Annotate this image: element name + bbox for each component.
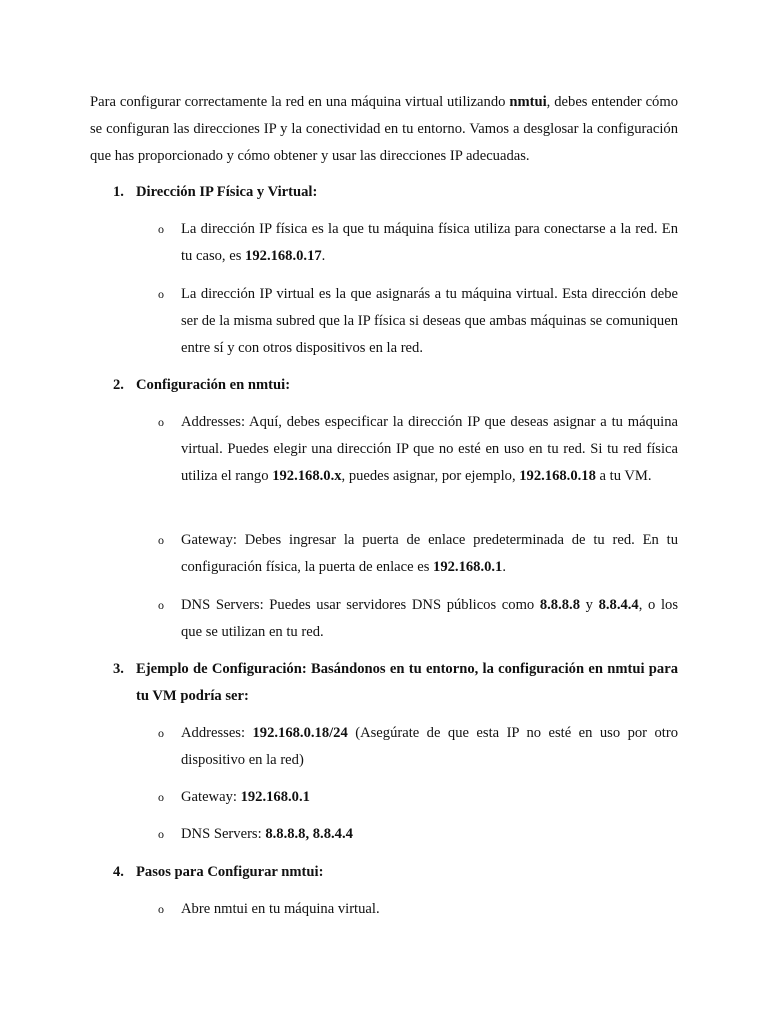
- list-item: o DNS Servers: 8.8.8.8, 8.8.4.4: [158, 821, 678, 848]
- list-item: o Addresses: Aquí, debes especificar la dirección IP que deseas asignar a tu máquina virtual. Puedes elegir una dirección IP que no esté en uso en tu red. Si tu red física utiliza el rango 192.168.0.x, puedes asignar, por ejemplo, 192.168.0.18 a tu VM.: [158, 409, 678, 490]
- list-item: o DNS Servers: Puedes usar servidores DNS públicos como 8.8.8.8 y 8.8.4.4, o los que se utilizan en tu red.: [158, 592, 678, 646]
- list-item: o Gateway: Debes ingresar la puerta de enlace predeterminada de tu red. En tu configuración física, la puerta de enlace es 192.168.0.1.: [158, 527, 678, 581]
- section-4-heading: [113, 859, 678, 886]
- section-number: 1.: [113, 184, 124, 200]
- circle-bullet-icon: o: [158, 902, 164, 916]
- intro-paragraph: Para configurar correctamente la red en una máquina virtual utilizando nmtui, debes entender cómo se configuran las direcciones IP y la conectividad en tu entorno. Vamos a desglosar la configuración que has proporcionado y cómo obtener y usar las direcciones IP adecuadas.: [90, 94, 678, 164]
- circle-bullet-icon: o: [158, 287, 164, 301]
- circle-bullet-icon: o: [158, 222, 164, 236]
- section-title: Ejemplo de Configuración: Basándonos en tu entorno, la configuración en nmtui para tu VM podría ser:: [136, 661, 678, 704]
- circle-bullet-icon: o: [158, 415, 164, 429]
- section-3-heading: [113, 656, 678, 710]
- section-1-heading: [113, 179, 678, 206]
- section-number: 4.: [113, 864, 124, 880]
- circle-bullet-icon: o: [158, 533, 164, 547]
- section-number: 3.: [113, 661, 124, 677]
- circle-bullet-icon: o: [158, 598, 164, 612]
- list-item: o La dirección IP física es la que tu máquina física utiliza para conectarse a la red. En tu caso, es 192.168.0.17.: [158, 216, 678, 270]
- circle-bullet-icon: o: [158, 726, 164, 740]
- list-item: o La dirección IP virtual es la que asignarás a tu máquina virtual. Esta dirección debe ser de la misma subred que la IP física si deseas que ambas máquinas se comuniquen entre sí y con otros dispositivos en la red.: [158, 281, 678, 362]
- section-title: Dirección IP Física y Virtual:: [136, 184, 318, 200]
- section-title: Configuración en nmtui:: [136, 377, 291, 393]
- list-item: o Abre nmtui en tu máquina virtual.: [158, 896, 678, 923]
- list-item: o Addresses: 192.168.0.18/24 (Asegúrate de que esta IP no esté en uso por otro dispositivo en la red): [158, 720, 678, 774]
- section-number: 2.: [113, 377, 124, 393]
- list-item: o Gateway: 192.168.0.1: [158, 784, 678, 811]
- circle-bullet-icon: o: [158, 827, 164, 841]
- section-2-heading: [113, 372, 678, 399]
- section-title: Pasos para Configurar nmtui:: [136, 864, 324, 880]
- circle-bullet-icon: o: [158, 790, 164, 804]
